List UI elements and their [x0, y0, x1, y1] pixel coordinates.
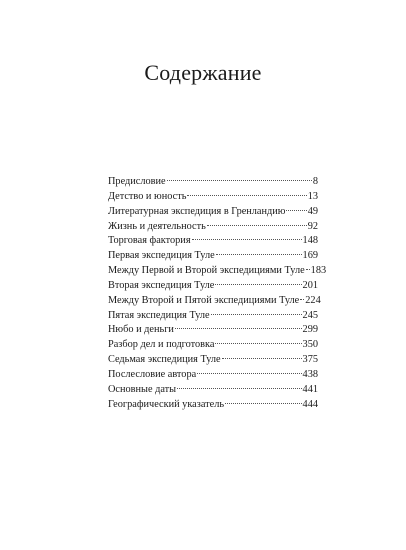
toc-leader-dots — [187, 195, 306, 196]
toc-leader-dots — [225, 403, 302, 404]
toc-leader-dots — [211, 314, 302, 315]
toc-entry-title: Предисловие — [108, 176, 166, 187]
toc-entry-title: Торговая фактория — [108, 235, 191, 247]
toc-entry — [108, 190, 318, 205]
toc-leader-dots — [222, 358, 302, 359]
toc-leader-dots — [306, 269, 310, 270]
toc-entry-title: Между Первой и Второй экспедициями Туле — [108, 265, 305, 277]
toc-entry — [108, 249, 318, 264]
toc-leader-dots — [167, 180, 312, 181]
toc-entry-page: 49 — [307, 205, 318, 217]
toc-entry-title: Детство и юность — [108, 190, 187, 202]
toc-entry-title: Разбор дел и подготовка — [108, 339, 215, 351]
toc-entry-title: Литературная экспедиция в Гренландию — [108, 205, 286, 217]
toc-entry — [108, 309, 318, 324]
toc-entry — [108, 234, 318, 249]
toc-entry-title: Нюбо и деньги — [108, 324, 174, 336]
toc-leader-dots — [286, 210, 306, 211]
toc-entry-title: Послесловие автора — [108, 368, 197, 380]
toc-entry — [108, 383, 318, 398]
toc-entry-page: 92 — [307, 220, 318, 232]
toc-entry-page: 375 — [302, 354, 318, 366]
toc-leader-dots — [192, 239, 302, 240]
toc-leader-dots — [215, 284, 301, 285]
toc-entry — [108, 398, 318, 413]
toc-entry-page: 224 — [305, 294, 321, 306]
toc-entry — [108, 338, 318, 353]
toc-entry-page: 441 — [302, 383, 318, 395]
toc-leader-dots — [177, 388, 301, 389]
toc-entry — [108, 264, 327, 279]
toc-entry-page: 201 — [302, 279, 318, 291]
toc-entry — [108, 294, 321, 309]
toc-entry-title: Вторая экспедиция Туле — [108, 279, 215, 291]
toc-leader-dots — [215, 343, 301, 344]
toc-entry — [108, 353, 318, 368]
toc-entry-page: 444 — [302, 398, 318, 410]
toc-leader-dots — [207, 225, 307, 226]
toc-entry — [108, 279, 318, 294]
toc-entry-title: Пятая экспедиция Туле — [108, 309, 210, 321]
page-title: Содержание — [144, 60, 262, 85]
toc-entry-page: 13 — [307, 190, 318, 202]
toc-entry-page: 169 — [302, 250, 318, 262]
toc-entry — [108, 205, 318, 220]
toc-entry — [108, 220, 318, 235]
toc-leader-dots — [300, 299, 304, 300]
toc-leader-dots — [197, 373, 301, 374]
toc-entry-title: Седьмая экспедиция Туле — [108, 354, 221, 366]
toc-entry — [108, 368, 318, 383]
toc-entry-title: Географический указатель — [108, 398, 225, 410]
toc-leader-dots — [216, 254, 302, 255]
toc-entry-page: 299 — [302, 324, 318, 336]
toc-entry-page: 438 — [302, 368, 318, 380]
toc-entry-page: 8 — [312, 176, 318, 187]
table-of-contents — [108, 175, 327, 413]
toc-entry-title: Основные даты — [108, 383, 177, 395]
toc-leader-dots — [175, 328, 302, 329]
toc-entry — [108, 175, 318, 190]
toc-entry-title: Между Второй и Пятой экспедициями Туле — [108, 294, 300, 306]
toc-entry-title: Жизнь и деятельность — [108, 220, 206, 232]
toc-entry-title: Первая экспедиция Туле — [108, 250, 215, 262]
toc-entry-page: 350 — [302, 339, 318, 351]
toc-entry-page: 245 — [302, 309, 318, 321]
toc-entry-page: 183 — [310, 265, 327, 277]
toc-entry-page: 148 — [302, 235, 318, 247]
toc-entry — [108, 323, 318, 338]
